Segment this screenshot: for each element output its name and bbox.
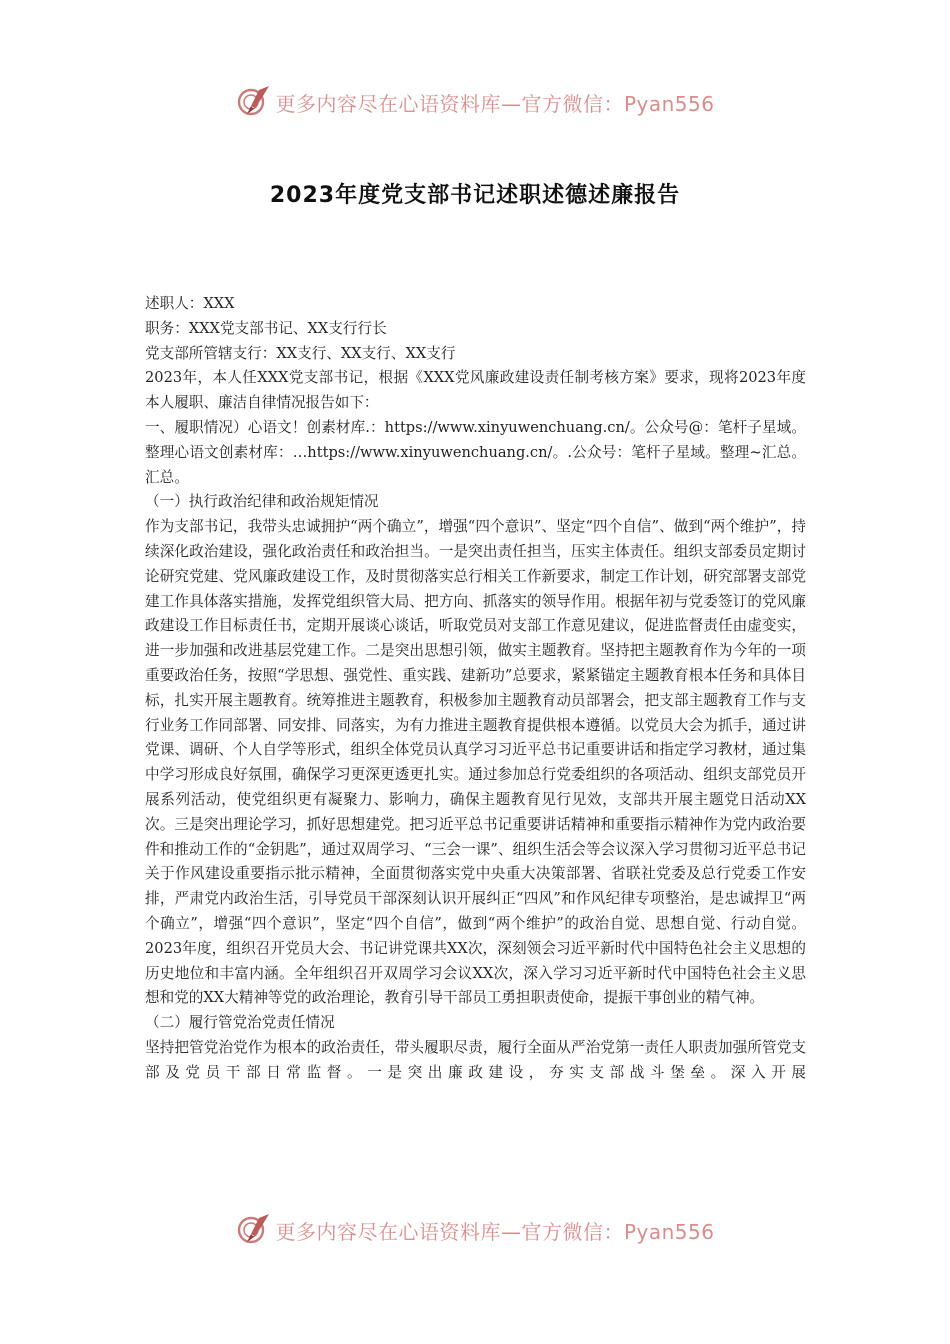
watermark-text: 更多内容尽在心语资料库—官方微信：Pyan556 bbox=[275, 91, 715, 116]
brush-logo-icon bbox=[235, 1212, 271, 1248]
section-heading-1: 一、履职情况）心语文！创素材库.：https://www.xinyuwenchuang.cn/。公众号@：笔杆子星域。整理心语文创素材库：…https://www.xinyuwenchuang.cn/。.公众号：笔杆子星域。整理~汇总。汇总。 bbox=[145, 418, 806, 486]
body-paragraph-2: 坚持把管党治党作为根本的政治责任，带头履职尽责，履行全面从严治党第一责任人职责加强所管党支部及党员干部日常监督。一是突出廉政建设，夯实支部战斗堡垒。深入开展 bbox=[145, 1038, 806, 1081]
branches-line: 党支部所管辖支行：XX支行、XX支行、XX支行 bbox=[145, 344, 456, 362]
brush-logo-icon bbox=[235, 84, 271, 120]
reporter-line: 述职人：XXX bbox=[145, 295, 235, 312]
document-title: 2023年度党支部书记述职述德述廉报告 bbox=[269, 183, 681, 208]
body-paragraph-1: 作为支部书记，我带头忠诚拥护“两个确立”，增强“四个意识”、坚定“四个自信”、做到“两个维护”，持续深化政治建设，强化政治责任和政治担当。一是突出责任担当，压实主体责任。组织支部委员定期讨论研究党建、党风廉政建设工作，及时贯彻落实总行相关工作新要求，制定工作计划，研究部署支部党建工作具体落实措施，发挥党组织管大局、把方向、抓落实的领导作用。根据年初与党委签订的党风廉政建设工作目标责任书，定期开展谈心谈话，听取党员对支部工作意见建议，促进监督责任由虚变实，进一步加强和改进基层党建工作。二是突出思想引领，做实主题教育。坚持把主题教育作为今年的一项重要政治任务，按照“学思想、强党性、重实践、建新功”总要求，紧紧锚定主题教育根本任务和具体目标，扎实开展主题教育。统筹推进主题教育，积极参加主题教育动员部署会，把支部主题教育工作与支行业务工作同部署、同安排、同落实，为有力推进主题教育提供根本遵循。以党员大会为抓手，通过讲党课、调研、个人自学等形式，组织全体党员认真学习习近平总书记重要讲话和指定学习教材，通过集中学习形成良好氛围，确保学习更深更透更扎实。通过参加总行党委组织的各项活动、组织支部党员开展系列活动，使党组织更有凝聚力、影响力，确保主题教育见行见效，支部共开展主题党日活动XX次。三是突出理论学习，抓好思想建党。把习近平总书记重要讲话精神和重要指示精神作为党内政治要件和推动工作的“金钥匙”，通过双周学习、“三会一课”、组织生活会等会议深入学习贯彻习近平总书记关于作风建设重要指示批示精神，全面贯彻落实党中央重大决策部署、省联社党委及总行党委工作安排，严肃党内政治生活，引导党员干部深刻认识开展纠正“四风”和作风纪律专项整治，是忠诚捍卫“两个确立”，增强“四个意识”，坚定“四个自信”，做到“两个维护”的政治自觉、思想自觉、行动自觉。2023年度，组织召开党员大会、书记讲党课共XX次，深刻领会习近平新时代中国特色社会主义思想的历史地位和丰富内涵。全年组织召开双周学习会议XX次，深入学习习近平新时代中国特色社会主义思想和党的XX大精神等党的政治理论，教育引导干部员工勇担职责使命，提振干事创业的精气神。 bbox=[145, 518, 806, 1007]
watermark-text: 更多内容尽在心语资料库—官方微信：Pyan556 bbox=[275, 1219, 715, 1244]
position-line: 职务：XXX党支部书记、XX支行行长 bbox=[145, 319, 387, 337]
subsection-heading-1: （一）执行政治纪律和政治规矩情况 bbox=[145, 493, 379, 511]
intro-paragraph: 2023年，本人任XXX党支部书记，根据《XXX党风廉政建设责任制考核方案》要求，现将2023年度本人履职、廉洁自律情况报告如下： bbox=[145, 369, 806, 412]
document-body bbox=[145, 292, 806, 1086]
watermark-banner-top bbox=[0, 82, 950, 122]
subsection-heading-2: （二）履行管党治党责任情况 bbox=[145, 1014, 335, 1032]
watermark-banner-bottom bbox=[0, 1210, 950, 1250]
